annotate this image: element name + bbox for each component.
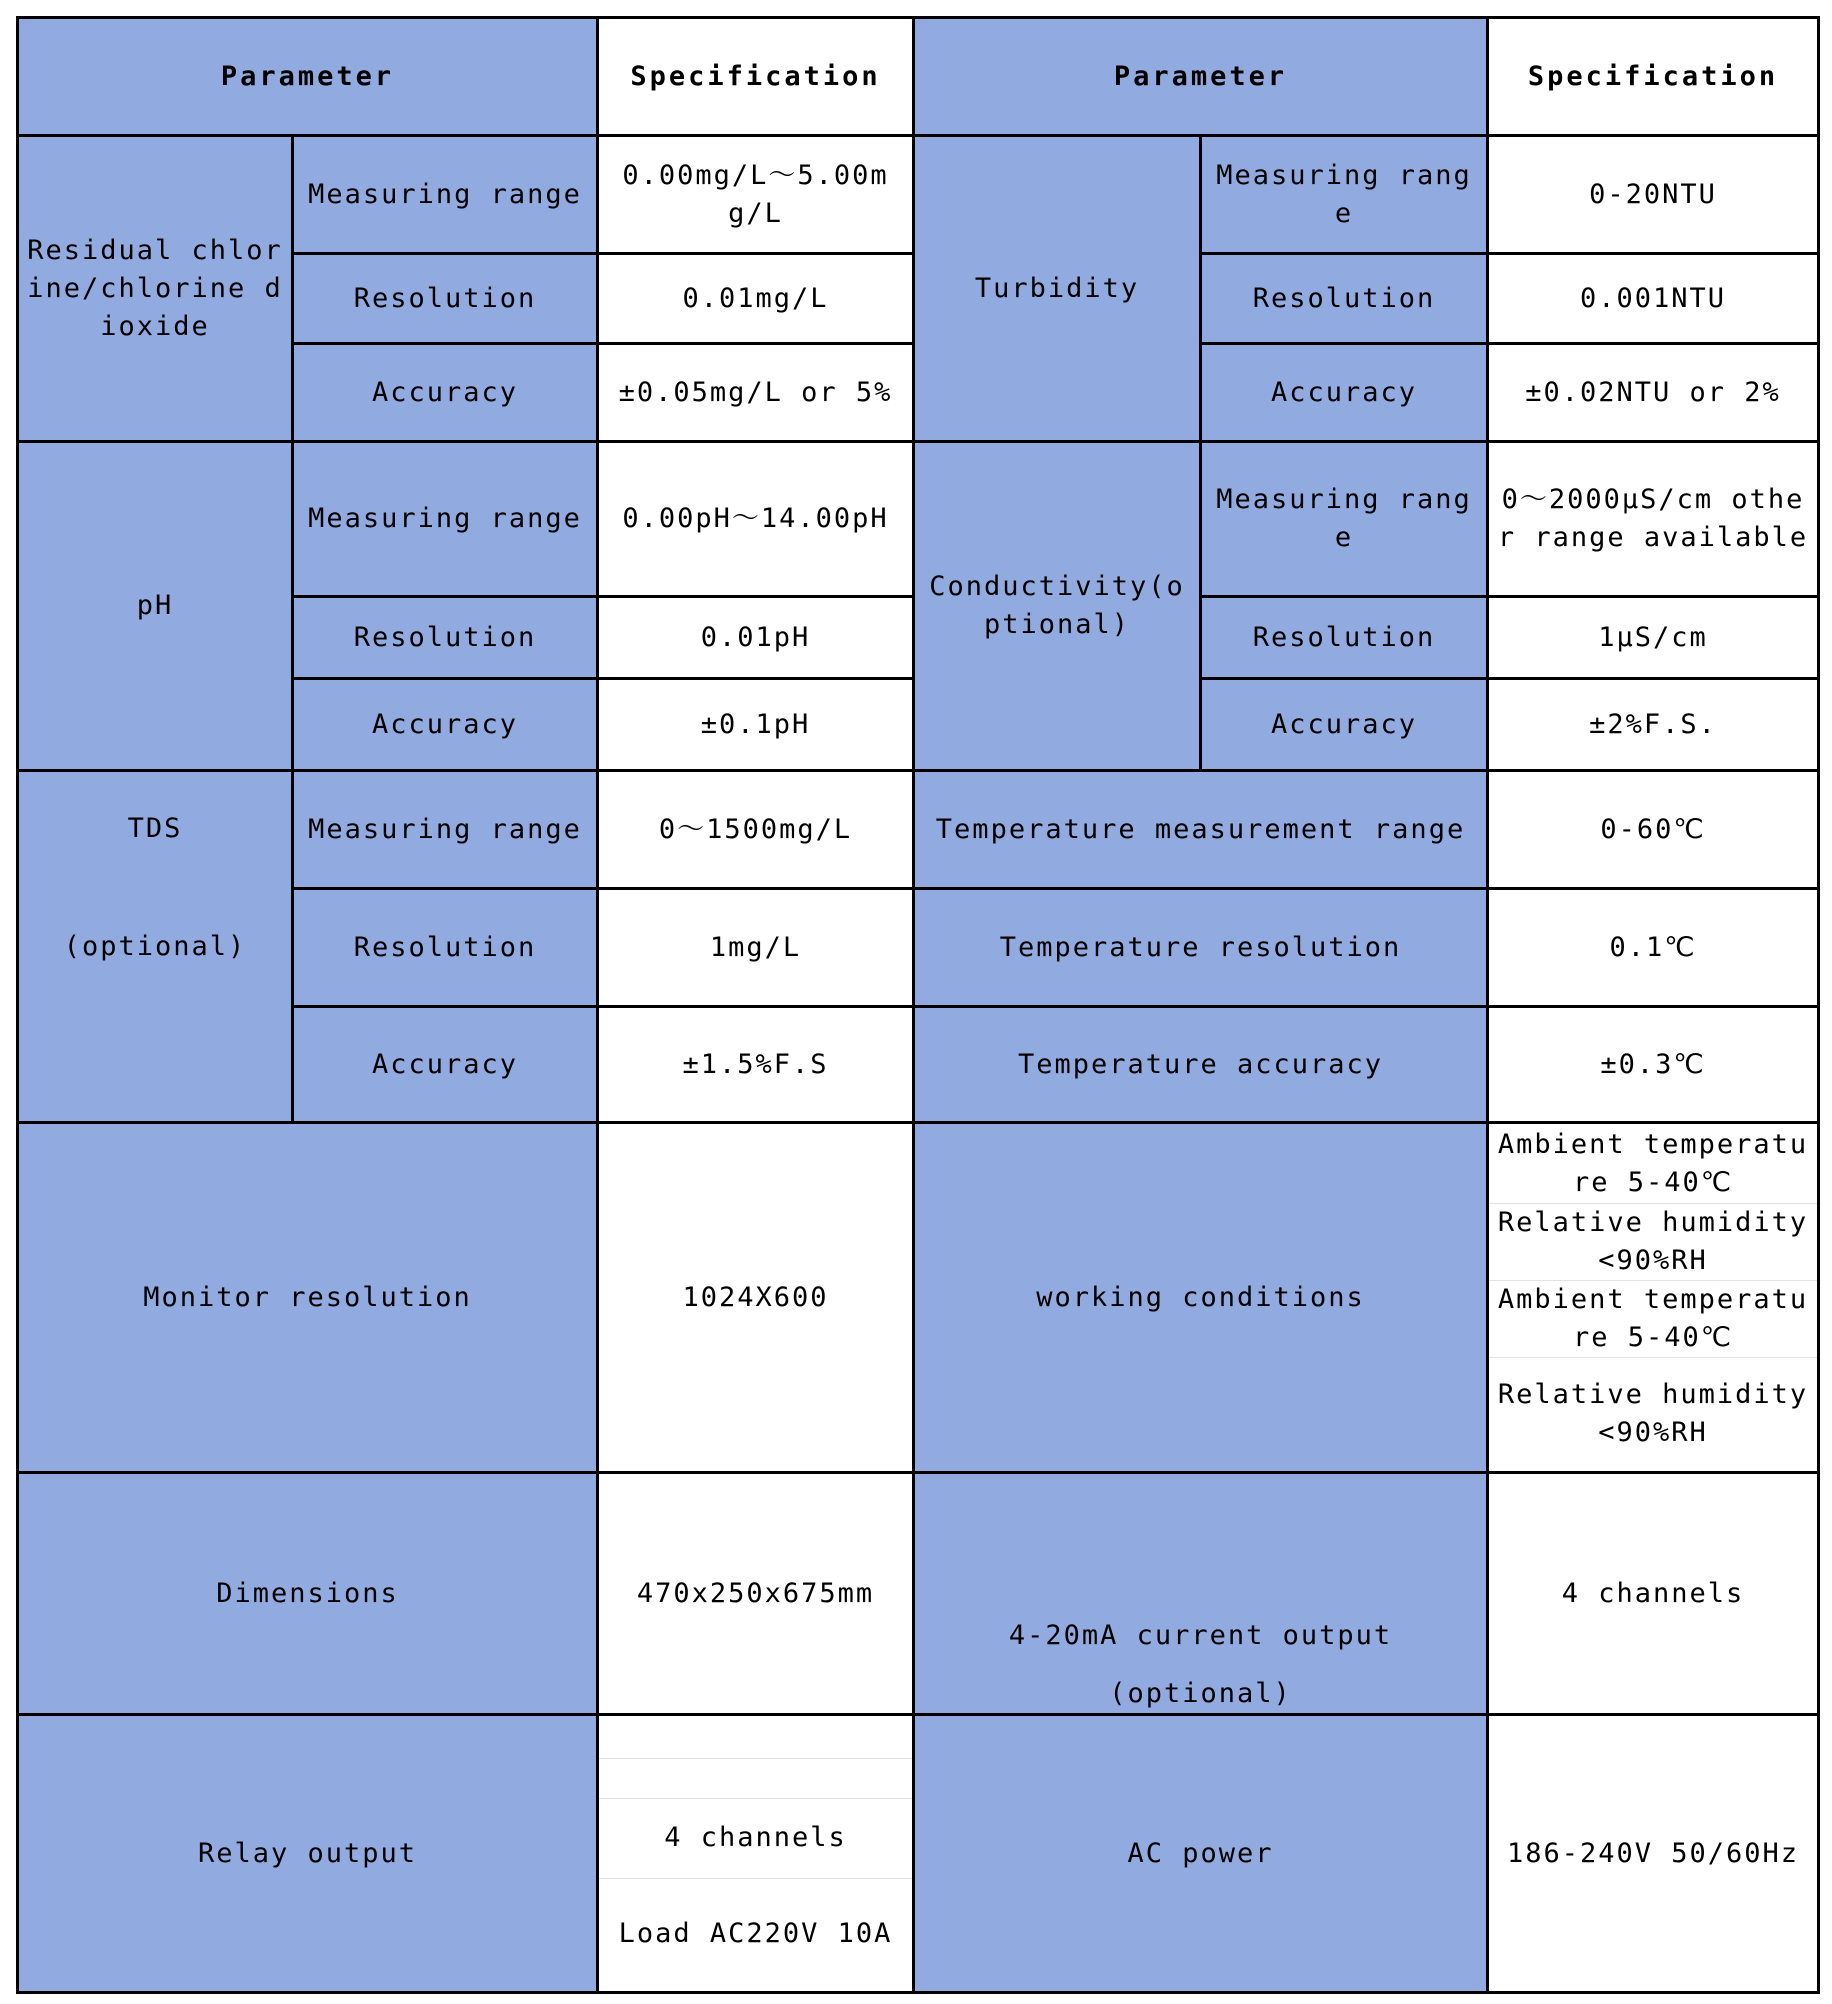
conductivity-resolution-label: Resolution [1201,597,1488,679]
table-row [18,442,1819,597]
relay-spacer-2 [599,1759,912,1799]
relay-spacer-1 [599,1719,912,1759]
tds-accuracy-value: ±1.5%F.S [598,1007,914,1123]
chlorine-range-value: 0.00mg/L～5.00mg/L [598,136,914,254]
conductivity-range-value: 0～2000μS/cm other range available [1488,442,1819,597]
temperature-resolution-value: 0.1℃ [1488,889,1819,1007]
ph-resolution-value: 0.01pH [598,597,914,679]
turbidity-resolution-value: 0.001NTU [1488,254,1819,344]
current-output-name-cell [914,1473,1488,1715]
tds-spacer [25,848,285,928]
monitor-name: Monitor resolution [18,1123,598,1473]
header-right-specification: Specification [1488,18,1819,136]
chlorine-name: Residual chlorine/chlorine dioxide [18,136,293,442]
tds-name: TDS [127,813,183,844]
turbidity-resolution-label: Resolution [1201,254,1488,344]
ph-resolution-label: Resolution [293,597,598,679]
ph-accuracy-value: ±0.1pH [598,679,914,771]
chlorine-resolution-value: 0.01mg/L [598,254,914,344]
header-row [18,18,1819,136]
table-row [18,1715,1819,1993]
tds-range-label: Measuring range [293,771,598,889]
ph-name: pH [18,442,293,771]
current-output-name: 4-20mA current output [1008,1620,1393,1651]
temperature-resolution-label: Temperature resolution [914,889,1488,1007]
turbidity-accuracy-label: Accuracy [1201,344,1488,442]
dimensions-value: 470x250x675mm [598,1473,914,1715]
working-name: working conditions [914,1123,1488,1473]
temperature-accuracy-value: ±0.3℃ [1488,1007,1819,1123]
temperature-range-label: Temperature measurement range [914,771,1488,889]
ph-range-label: Measuring range [293,442,598,597]
working-line-1: Ambient temperature 5-40℃ [1489,1126,1817,1204]
table-row [18,1473,1819,1715]
header-right-parameter: Parameter [914,18,1488,136]
conductivity-accuracy-label: Accuracy [1201,679,1488,771]
current-output-value: 4 channels [1488,1473,1819,1715]
monitor-value: 1024X600 [598,1123,914,1473]
ph-range-value: 0.00pH～14.00pH [598,442,914,597]
tds-name-cell [18,771,293,1123]
specification-table [16,16,1820,1994]
chlorine-range-label: Measuring range [293,136,598,254]
conductivity-resolution-value: 1μS/cm [1488,597,1819,679]
tds-resolution-label: Resolution [293,889,598,1007]
working-line-4: Relative humidity <90%RH [1497,1378,1809,1448]
table-row [18,771,1819,889]
header-left-parameter: Parameter [18,18,598,136]
chlorine-accuracy-value: ±0.05mg/L or 5% [598,344,914,442]
turbidity-range-label: Measuring range [1201,136,1488,254]
table-row [18,1123,1819,1473]
conductivity-name: Conductivity(optional) [914,442,1201,771]
temperature-range-value: 0-60℃ [1488,771,1819,889]
ph-accuracy-label: Accuracy [293,679,598,771]
ac-power-name: AC power [914,1715,1488,1993]
ac-power-value: 186-240V 50/60Hz [1488,1715,1819,1993]
temperature-accuracy-label: Temperature accuracy [914,1007,1488,1123]
conductivity-accuracy-value: ±2%F.S. [1488,679,1819,771]
tds-range-value: 0～1500mg/L [598,771,914,889]
relay-value: 4 channels [599,1799,912,1879]
table-row [18,136,1819,254]
relay-name: Relay output [18,1715,598,1993]
dimensions-name: Dimensions [18,1473,598,1715]
current-output-note: (optional) [1109,1678,1292,1709]
header-left-specification: Specification [598,18,914,136]
tds-resolution-value: 1mg/L [598,889,914,1007]
turbidity-name: Turbidity [914,136,1201,442]
chlorine-resolution-label: Resolution [293,254,598,344]
tds-accuracy-label: Accuracy [293,1007,598,1123]
relay-load: Load AC220V 10A [618,1917,893,1949]
working-line-2: Relative humidity<90%RH [1489,1204,1817,1281]
tds-name-note: (optional) [63,931,247,962]
conductivity-range-label: Measuring range [1201,442,1488,597]
turbidity-range-value: 0-20NTU [1488,136,1819,254]
turbidity-accuracy-value: ±0.02NTU or 2% [1488,344,1819,442]
working-value-cell [1488,1123,1819,1473]
chlorine-accuracy-label: Accuracy [293,344,598,442]
relay-value-cell [598,1715,914,1993]
working-line-3: Ambient temperature 5-40℃ [1489,1281,1817,1358]
